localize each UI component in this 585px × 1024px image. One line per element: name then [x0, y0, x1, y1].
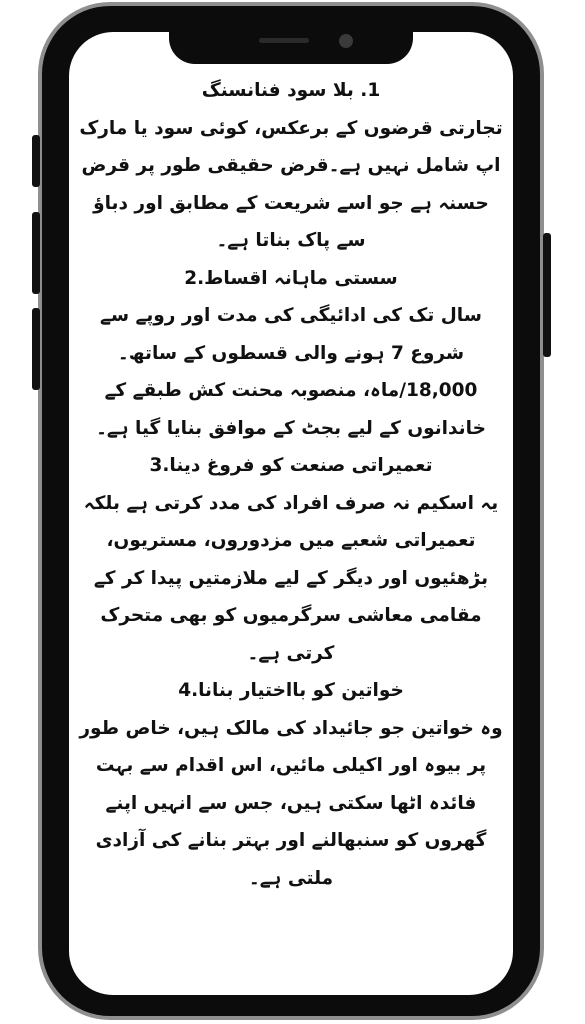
section-2-heading: سستی ماہانہ اقساط.2 — [184, 267, 398, 289]
phone-screen — [69, 32, 513, 995]
section-1-heading: 1. بلا سود فنانسنگ — [201, 80, 381, 101]
section-4-heading: خواتین کو بااختیار بنانا.4 — [178, 680, 404, 701]
camera-icon — [339, 34, 353, 48]
section-1-body: تجارتی قرضوں کے برعکس، کوئی سود یا مارک اپ شامل نہیں ہے۔قرض حقیقی طور پر قرض حسنہ ہے جو اسے شریعت کے مطابق اور دباؤ سے پاک بناتا ہے۔ — [79, 117, 503, 251]
volume-down-button — [32, 308, 40, 390]
section-2-body: سال تک کی ادائیگی کی مدت اور روپے سے شروع 7 ہونے والی قسطوں کے ساتھ۔18,000/ماہ، منصوبہ محنت کش طبقے کے خاندانوں کے لیے بجٹ کے موافق بنایا گیا ہے۔ — [96, 305, 486, 439]
speaker-grille — [259, 38, 309, 43]
volume-up-button — [32, 212, 40, 294]
section-3-body: یہ اسکیم نہ صرف افراد کی مدد کرتی ہے بلکہ تعمیراتی شعبے میں مزدوروں، مستریوں، بڑھئیوں اور دیگر کے لیے ملازمتیں پیدا کر کے مقامی معاشی سرگرمیوں کو بھی متحرک کرتی ہے۔ — [83, 492, 499, 664]
power-button — [543, 233, 551, 357]
section-4-body: وہ خواتین جو جائیداد کی مالک ہیں، خاص طور پر بیوہ اور اکیلی مائیں، اس اقدام سے بہت فائدہ اٹھا سکتی ہیں، جس سے انہیں اپنے گھروں کو سنبھالنے اور بہتر بنانے کی آزادی ملتی ہے۔ — [79, 717, 503, 889]
mute-switch — [32, 135, 40, 187]
notch — [169, 32, 413, 64]
article-content — [79, 72, 503, 897]
section-3-heading: تعمیراتی صنعت کو فروغ دینا.3 — [149, 455, 433, 476]
